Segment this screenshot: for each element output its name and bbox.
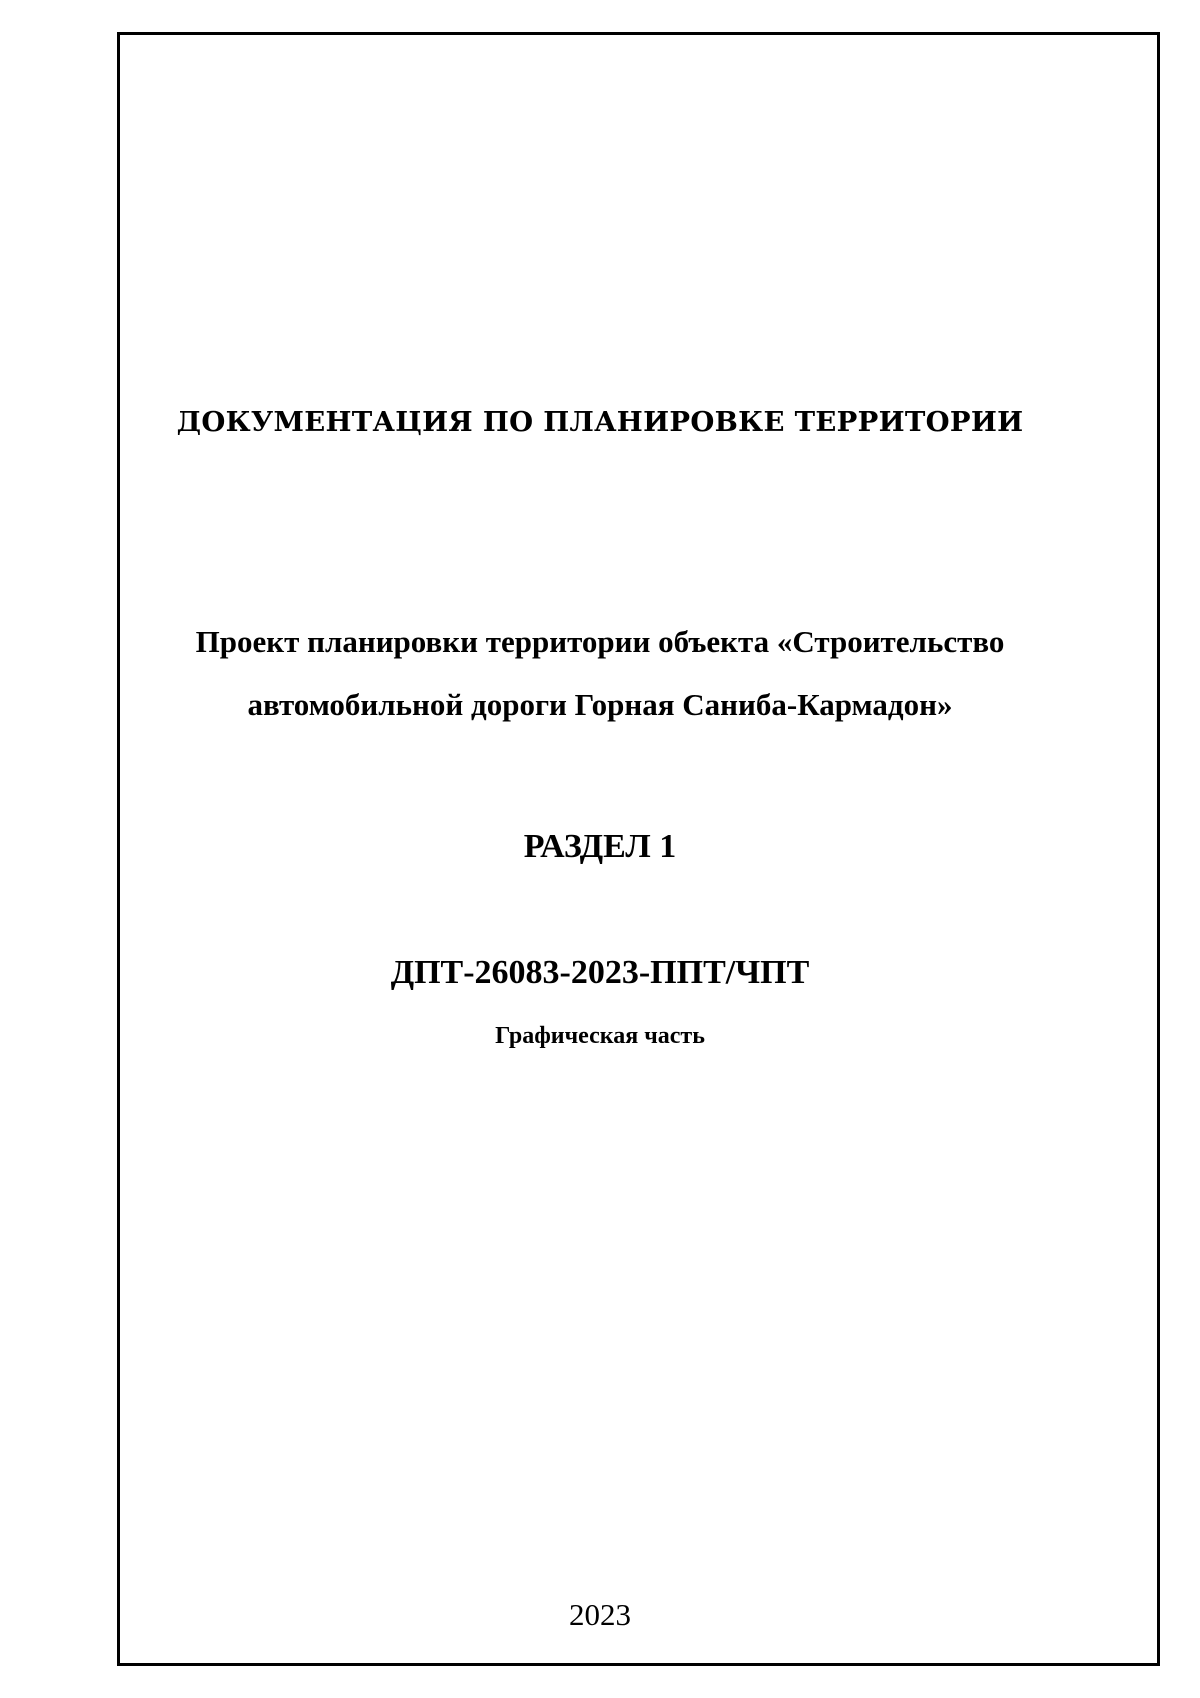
project-title [0,610,1200,736]
document-part: Графическая часть [495,1023,705,1049]
document-year: 2023 [569,1597,631,1632]
project-title-line-1: Проект планировки территории объекта «Строительство [195,624,1005,659]
project-title-line-2: автомобильной дороги Горная Саниба-Кармадон» [247,687,953,722]
document-heading: ДОКУМЕНТАЦИЯ ПО ПЛАНИРОВКЕ ТЕРРИТОРИИ [176,406,1024,438]
document-code: ДПТ-26083-2023-ППТ/ЧПТ [390,954,810,991]
section-title: РАЗДЕЛ 1 [523,828,677,865]
